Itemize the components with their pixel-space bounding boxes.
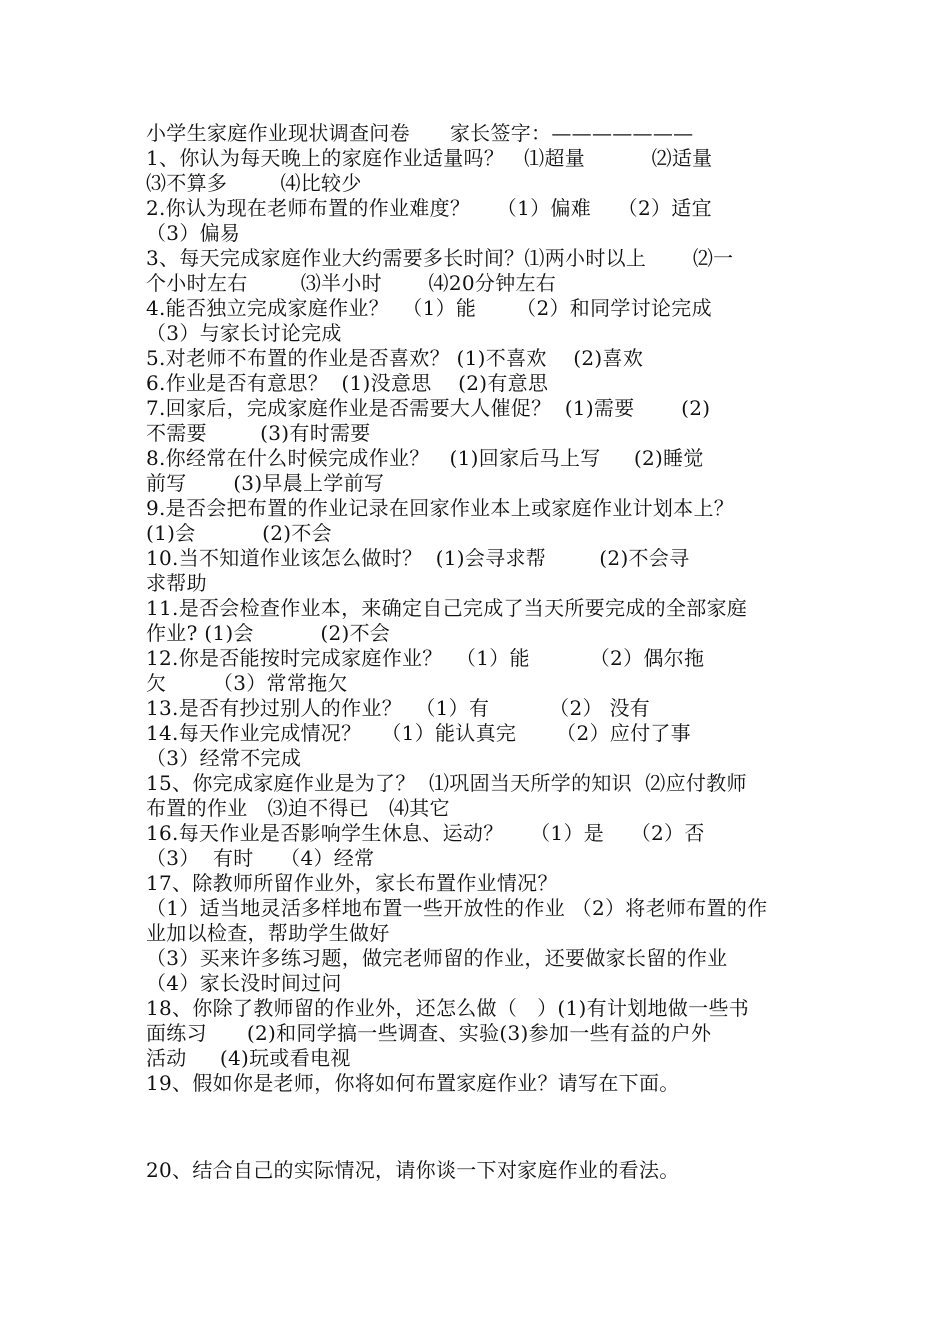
text-line: （1）适当地灵活多样地布置一些开放性的作业 （2）将老师布置的作 (146, 896, 768, 920)
text-line: 10.当不知道作业该怎么做时？ (1)会寻求帮 (2)不会寻 (146, 546, 690, 570)
text-line: 8.你经常在什么时候完成作业？ (1)回家后马上写 (2)睡觉 (146, 446, 704, 470)
questionnaire-title: 小学生家庭作业现状调查问卷 家长签字：——————— (146, 121, 694, 145)
text-line: （3）偏易 (146, 221, 241, 245)
text-line: 欠 （3）常常拖欠 (146, 671, 348, 695)
text-line: 13.是否有抄过别人的作业？ （1）有 （2） 没有 (146, 696, 651, 720)
text-line: （3）与家长讨论完成 (146, 321, 342, 345)
text-line: （3）经常不完成 (146, 746, 302, 770)
text-line: 6.作业是否有意思？ (1)没意思 (2)有意思 (146, 371, 549, 395)
text-line: 布置的作业 ⑶迫不得已 ⑷其它 (146, 796, 450, 820)
text-line: 作业? (1)会 (2)不会 (146, 621, 391, 645)
text-line: 15、你完成家庭作业是为了？ ⑴巩固当天所学的知识 ⑵应付教师 (146, 771, 747, 795)
text-line: 4.能否独立完成家庭作业？ （1）能 （2）和同学讨论完成 (146, 296, 712, 320)
text-line: 12.你是否能按时完成家庭作业？ （1）能 （2）偶尔拖 (146, 646, 705, 670)
text-line: 14.每天作业完成情况？ （1）能认真完 （2）应付了事 (146, 721, 691, 745)
text-line: （3） 有时 （4）经常 (146, 846, 375, 870)
text-line: (1)会 (2)不会 (146, 521, 332, 545)
text-line: （3）买来许多练习题，做完老师留的作业，还要做家长留的作业 (146, 946, 728, 970)
questionnaire-body (146, 121, 808, 1183)
text-line: 19、假如你是老师，你将如何布置家庭作业？请写在下面。 (146, 1071, 680, 1095)
text-line: （4）家长没时间过问 (146, 971, 342, 995)
text-line: 求帮助 (146, 571, 207, 595)
text-line: 个小时左右 ⑶半小时 ⑷20分钟左右 (146, 271, 557, 295)
text-line: 活动 (4)玩或看电视 (146, 1046, 351, 1070)
text-line: 面练习 (2)和同学搞一些调查、实验(3)参加一些有益的户外 (146, 1021, 712, 1045)
text-line: 5.对老师不布置的作业是否喜欢？ (1)不喜欢 (2)喜欢 (146, 346, 644, 370)
text-line: 18、你除了教师留的作业外，还怎么做（ ）(1)有计划地做一些书 (146, 996, 750, 1020)
text-line: 前写 (3)早晨上学前写 (146, 471, 385, 495)
text-line: 11.是否会检查作业本，来确定自己完成了当天所要完成的全部家庭 (146, 596, 748, 620)
text-line: 16.每天作业是否影响学生休息、运动？ （1）是 （2）否 (146, 821, 705, 845)
text-line: 9.是否会把布置的作业记录在回家作业本上或家庭作业计划本上？ (146, 496, 735, 520)
text-line: ⑶不算多 ⑷比较少 (146, 171, 362, 195)
text-line: 不需要 (3)有时需要 (146, 421, 371, 445)
text-line: 20、结合自己的实际情况，请你谈一下对家庭作业的看法。 (146, 1158, 680, 1182)
answer-space (146, 1096, 808, 1158)
text-line: 3、每天完成家庭作业大约需要多长时间？⑴两小时以上 ⑵一 (146, 246, 734, 270)
text-line: 17、除教师所留作业外，家长布置作业情况？ (146, 871, 558, 895)
text-line: 1、你认为每天晚上的家庭作业适量吗？ ⑴超量 ⑵适量 (146, 146, 713, 170)
text-line: 7.回家后，完成家庭作业是否需要大人催促？ (1)需要 (2) (146, 396, 711, 420)
text-line: 2.你认为现在老师布置的作业难度？ （1）偏难 （2）适宜 (146, 196, 712, 220)
text-line: 业加以检查，帮助学生做好 (146, 921, 390, 945)
